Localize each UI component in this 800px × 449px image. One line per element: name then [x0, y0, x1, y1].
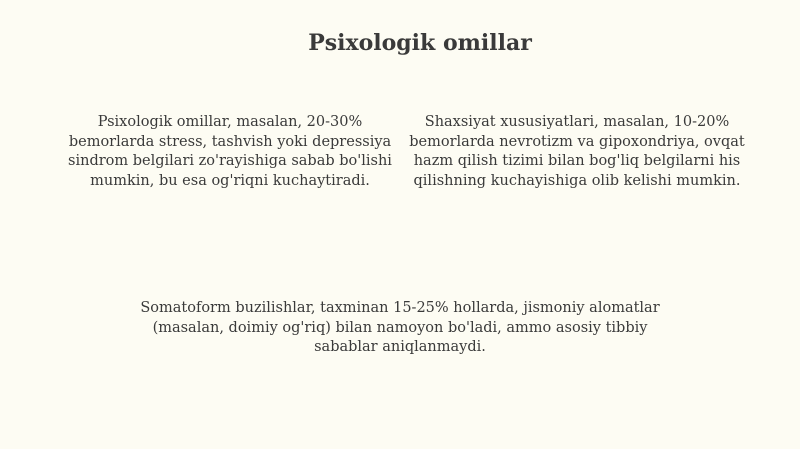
paragraph-psychological-factors: Psixologik omillar, masalan, 20-30% bemorlarda stress, tashvish yoki depressiya sindrom belgilari zo'rayishiga sabab bo'lishi mumkin, bu esa og'riqni kuchaytiradi. [68, 114, 392, 189]
paragraph-somatoform-disorders: Somatoform buzilishlar, taxminan 15-25% hollarda, jismoniy alomatlar (masalan, doimiy og'riq) bilan namoyon bo'ladi, ammo asosiy tibbiy sabablar aniqlanmaydi. [140, 300, 660, 355]
slide-title: Psixologik omillar [308, 30, 532, 56]
paragraph-personality-traits: Shaxsiyat xususiyatlari, masalan, 10-20% bemorlarda nevrotizm va gipoxondriya, ovqat hazm qilish tizimi bilan bog'liq belgilarni his qilishning kuchayishiga olib kelishi mumkin. [409, 114, 745, 189]
